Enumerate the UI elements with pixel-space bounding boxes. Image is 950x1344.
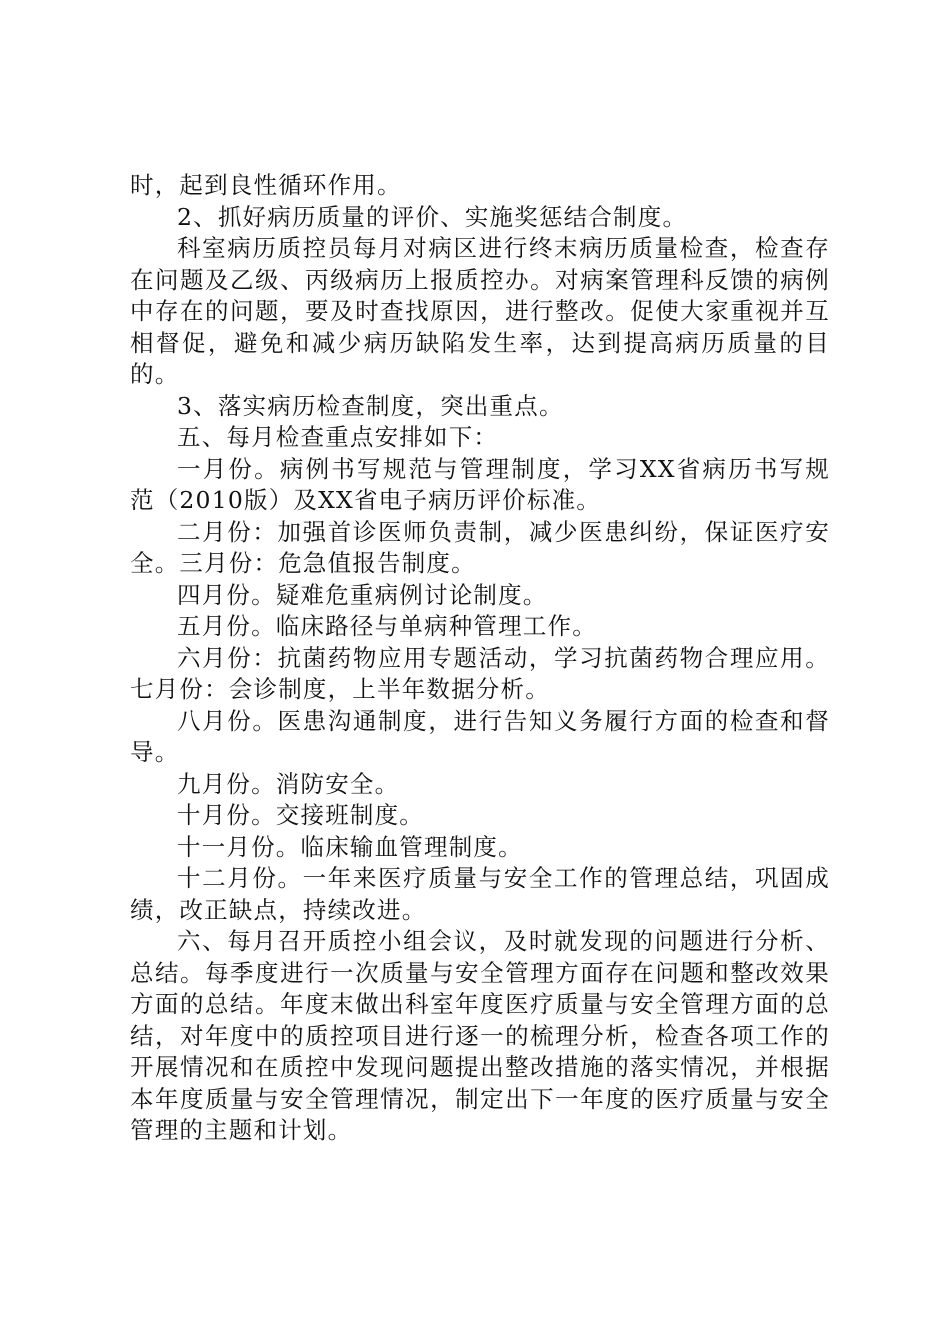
- paragraph-2: 科室病历质控员每月对病区进行终末病历质量检查，检查存在问题及乙级、丙级病历上报质控办。对病案管理科反馈的病例中存在的问题，要及时查找原因，进行整改。促使大家重视并互相督促，避免和减少病历缺陷发生率，达到提高病历质量的目的。: [130, 234, 830, 388]
- paragraph-6: 二月份：加强首诊医师负责制，减少医患纠纷，保证医疗安全。三月份：危急值报告制度。: [130, 517, 830, 577]
- paragraph-11: 九月份。消防安全。: [177, 769, 400, 798]
- paragraph-7: 四月份。疑难危重病例讨论制度。: [177, 580, 548, 609]
- paragraph-14: 十二月份。一年来医疗质量与安全工作的管理总结，巩固成绩，改正缺点，持续改进。: [130, 864, 830, 924]
- paragraph-9: 六月份：抗菌药物应用专题活动，学习抗菌药物合理应用。七月份：会诊制度，上半年数据分析。: [130, 643, 830, 703]
- paragraph-15: 六、每月召开质控小组会议，及时就发现的问题进行分析、总结。每季度进行一次质量与安全管理方面存在问题和整改效果方面的总结。年度末做出科室年度医疗质量与安全管理方面的总结，对年度中的质控项目进行逐一的梳理分析，检查各项工作的开展情况和在质控中发现问题提出整改措施的落实情况，并根据本年度质量与安全管理情况，制定出下一年度的医疗质量与安全管理的主题和计划。: [130, 927, 830, 1144]
- paragraph-3: 3、落实病历检查制度，突出重点。: [177, 391, 564, 420]
- paragraph-0: 时，起到良性循环作用。: [130, 171, 402, 199]
- paragraph-13: 十一月份。临床输血管理制度。: [177, 832, 523, 861]
- paragraph-5: 一月份。病例书写规范与管理制度，学习XX省病历书写规范（2010版）及XX省电子病历评价标准。: [130, 454, 830, 514]
- paragraph-12: 十月份。交接班制度。: [177, 801, 424, 829]
- document-body: [130, 170, 830, 1147]
- paragraph-8: 五月份。临床路径与单病种管理工作。: [177, 612, 597, 640]
- paragraph-4: 五、每月检查重点安排如下：: [177, 423, 499, 451]
- paragraph-1: 2、抓好病历质量的评价、实施奖惩结合制度。: [177, 202, 688, 231]
- paragraph-10: 八月份。医患沟通制度，进行告知义务履行方面的检查和督导。: [130, 706, 830, 766]
